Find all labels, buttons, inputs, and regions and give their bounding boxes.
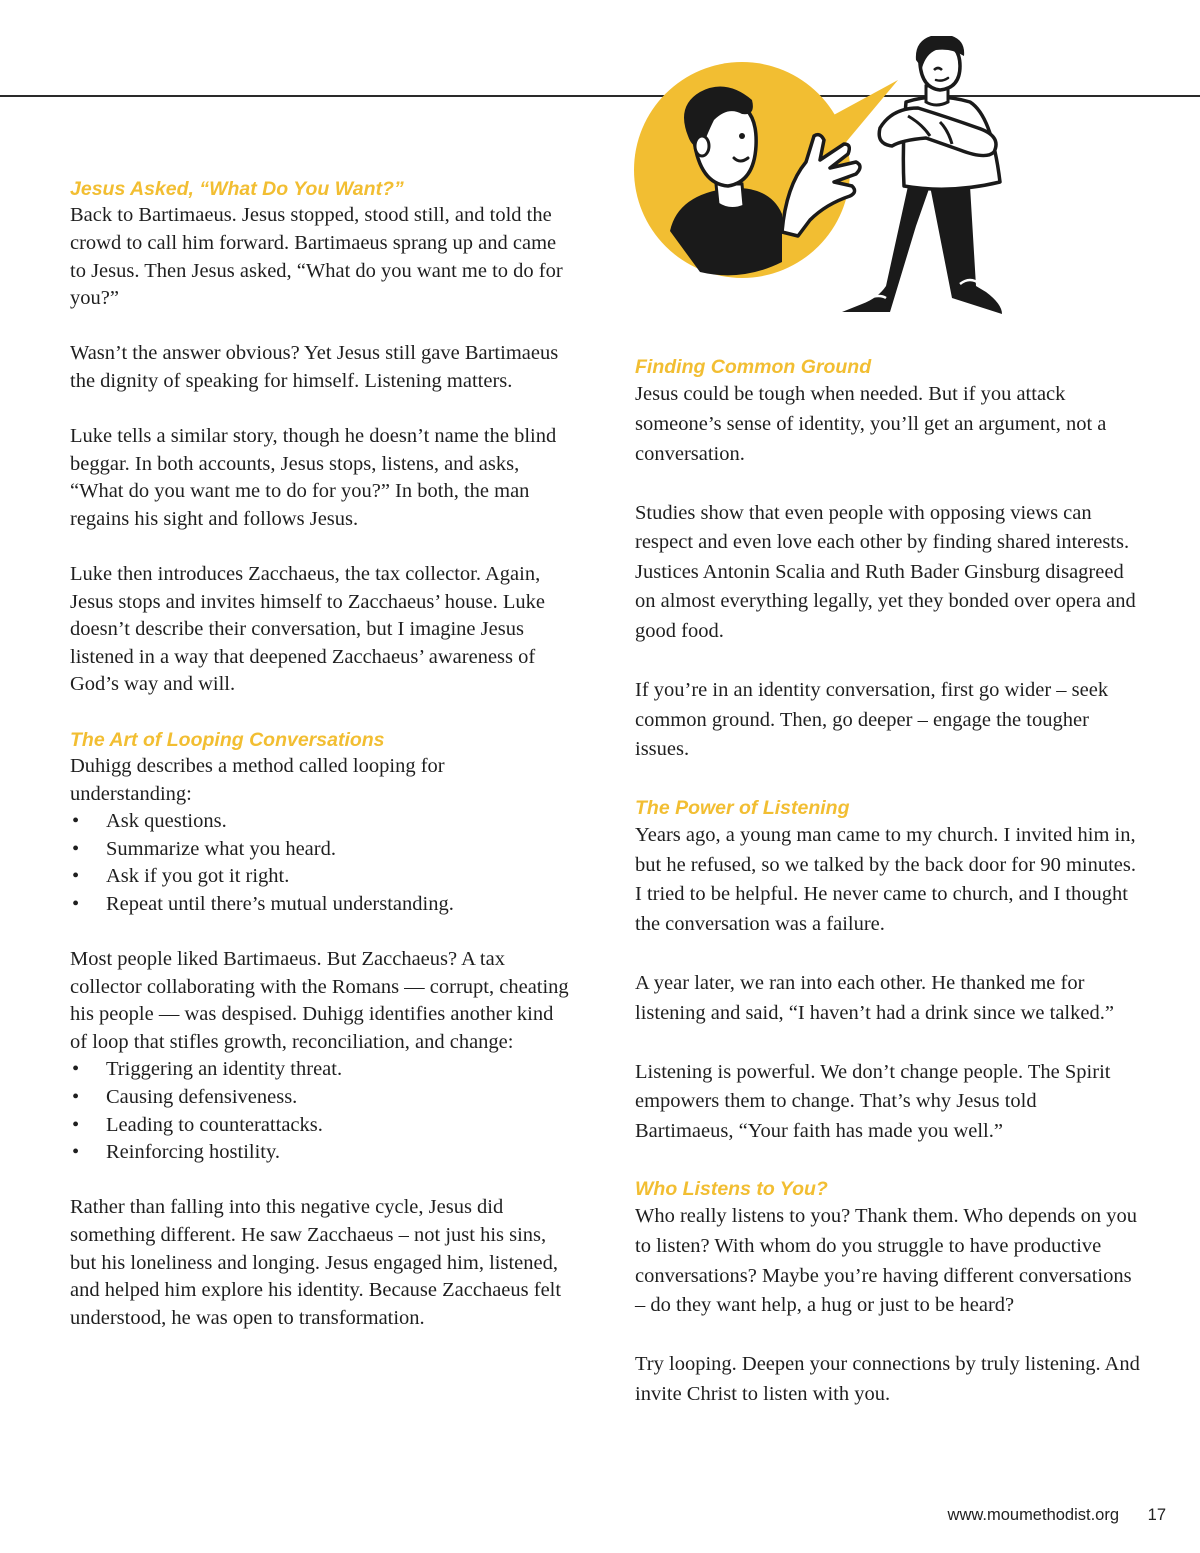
- paragraph: Studies show that even people with opposing views can respect and even love each other by finding shared interests. Justices Antonin Scalia and Ruth Bader Ginsburg disagreed on almost everything legally, yet they bonded over opera and good food.: [635, 501, 1136, 643]
- paragraph: Back to Bartimaeus. Jesus stopped, stood still, and told the crowd to call him forward. Bartimaeus sprang up and came to Jesus. Then Jesus asked, “What do you want me to do for you?”: [70, 204, 563, 310]
- list-item: • Ask questions.: [70, 808, 570, 836]
- paragraph: Jesus could be tough when needed. But if you attack someone’s sense of identity, you’ll get an argument, not a conversation.: [635, 383, 1107, 465]
- page-footer: [948, 1506, 1166, 1525]
- negative-loop-list: [70, 1056, 570, 1166]
- section-heading-looping: The Art of Looping Conversations: [70, 728, 385, 751]
- paragraph: Luke tells a similar story, though he doesn’t name the blind beggar. In both accounts, Jesus stops, listens, and asks, “What do you want me to do for you?” In both, the man regains his sight and follows Jesus.: [70, 425, 557, 530]
- paragraph: Years ago, a young man came to my church. I invited him in, but he refused, so we talked by the back door for 90 minutes. I tried to be helpful. He never came to church, and I thought the conversation was a failure.: [635, 823, 1136, 935]
- paragraph: Luke then introduces Zacchaeus, the tax collector. Again, Jesus stops and invites himself to Zacchaeus’ house. Luke doesn’t describe their conversation, but I imagine Jesus listened in a way that deepened Zacchaeus’ awareness of God’s way and will.: [70, 563, 546, 696]
- paragraph: Try looping. Deepen your connections by truly listening. And invite Christ to listen with you.: [635, 1353, 1140, 1405]
- left-column: [70, 176, 570, 1332]
- paragraph: Who really listens to you? Thank them. Who depends on you to listen? With whom do you struggle to have productive conversations? Maybe you’re having different conversations – do they want help, a hug or just to be heard?: [635, 1205, 1137, 1317]
- section-heading-power-of-listening: The Power of Listening: [635, 796, 850, 819]
- looping-steps-list: [70, 808, 570, 918]
- page-number: 17: [1147, 1506, 1166, 1524]
- paragraph: A year later, we ran into each other. He thanked me for listening and said, “I haven’t had a drink since we talked.”: [635, 971, 1114, 1024]
- website-link[interactable]: www.moumethodist.org: [947, 1506, 1120, 1524]
- right-person-right-leg: [930, 186, 1002, 314]
- paragraph: Most people liked Bartimaeus. But Zacchaeus? A tax collector collaborating with the Romans — corrupt, cheating his people — was despised. Duhigg identifies another kind of loop that stifles growth, reconciliation, and change:: [70, 948, 569, 1053]
- section-heading-who-listens: Who Listens to You?: [635, 1178, 828, 1201]
- section-heading-what-do-you-want: Jesus Asked, “What Do You Want?”: [70, 178, 404, 200]
- paragraph: Duhigg describes a method called looping for understanding:: [70, 754, 445, 805]
- paragraph: If you’re in an identity conversation, first go wider – seek common ground. Then, go deeper – engage the tougher issues.: [635, 679, 1109, 761]
- right-person-left-leg: [842, 186, 930, 312]
- two-people-conversation-illustration: [630, 36, 1030, 326]
- list-item: • Reinforcing hostility.: [70, 1139, 570, 1167]
- list-item: • Causing defensiveness.: [70, 1084, 570, 1112]
- list-item: • Ask if you got it right.: [70, 863, 570, 891]
- paragraph: Wasn’t the answer obvious? Yet Jesus still gave Bartimaeus the dignity of speaking for himself. Listening matters.: [70, 342, 559, 392]
- list-item: • Repeat until there’s mutual understanding.: [70, 891, 570, 919]
- paragraph: Rather than falling into this negative cycle, Jesus did something different. He saw Zacchaeus – not just his sins, but his loneliness and longing. Jesus engaged him, listened, and helped him explore his identity. Because Zacchaeus felt understood, he was open to transformation.: [70, 1196, 562, 1329]
- list-item: • Triggering an identity threat.: [70, 1056, 570, 1084]
- list-item: • Leading to counterattacks.: [70, 1112, 570, 1140]
- section-heading-common-ground: Finding Common Ground: [635, 356, 872, 378]
- paragraph: Listening is powerful. We don’t change people. The Spirit empowers them to change. That’s why Jesus told Bartimaeus, “Your faith has made you well.”: [635, 1060, 1111, 1142]
- list-item: • Summarize what you heard.: [70, 836, 570, 864]
- right-column: [635, 354, 1140, 1410]
